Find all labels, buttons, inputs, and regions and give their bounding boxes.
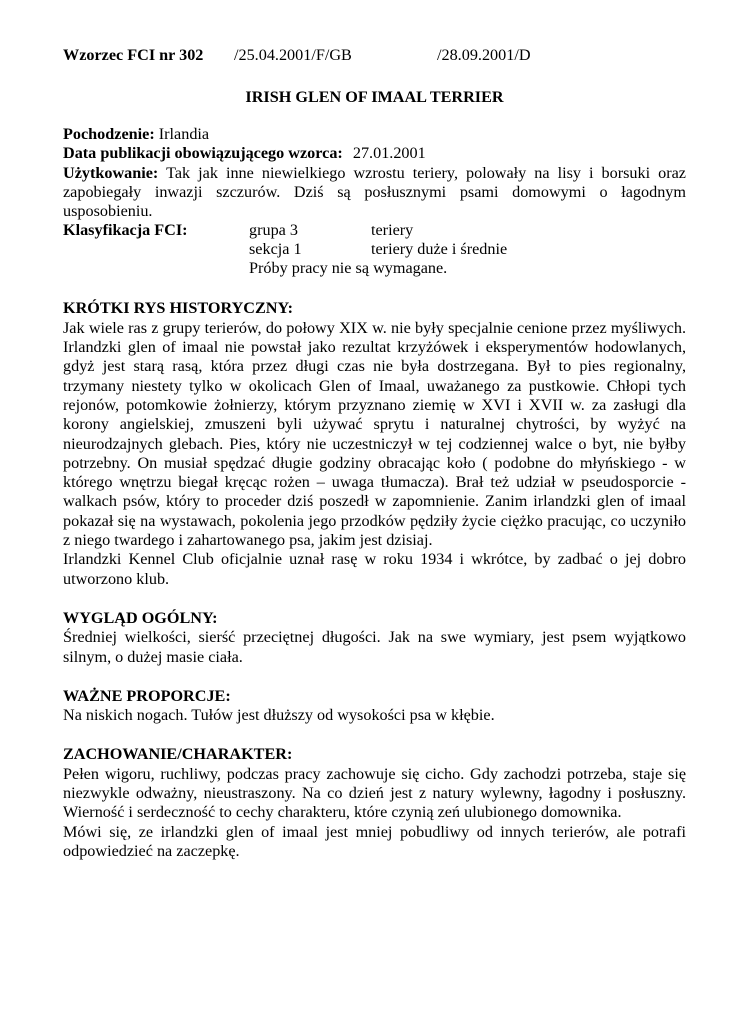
- group-number: grupa 3: [249, 221, 298, 240]
- usage-label: Użytkowanie:: [63, 163, 159, 182]
- appearance-text: Średniej wielkości, sierść przeciętnej długości. Jak na swe wymiary, jest psem wyjątkowo silnym, o dużej masie ciała.: [63, 628, 686, 666]
- classification-label: Klasyfikacja FCI:: [63, 221, 188, 240]
- behaviour-heading: ZACHOWANIE/CHARAKTER:: [63, 745, 293, 764]
- origin-value: Irlandia: [158, 125, 210, 143]
- document-header: [63, 46, 686, 66]
- work-trials-note: Próby pracy nie są wymagane.: [249, 259, 448, 278]
- group-name: teriery: [371, 221, 414, 240]
- usage-line: [63, 164, 686, 222]
- publication-line: [63, 144, 686, 163]
- date-d: /28.09.2001/D: [437, 46, 531, 64]
- history-heading: KRÓTKI RYS HISTORYCZNY:: [63, 299, 294, 318]
- origin-label: Pochodzenie:: [63, 125, 155, 143]
- proportions-text: Na niskich nogach. Tułów jest dłuższy od wysokości psa w kłębie.: [63, 706, 495, 725]
- meta-block: [63, 125, 686, 279]
- standard-code: Wzorzec FCI nr 302: [63, 46, 204, 64]
- classification: [63, 221, 686, 279]
- proportions-section: [63, 687, 686, 726]
- section-number: sekcja 1: [249, 240, 302, 259]
- origin-line: [63, 125, 686, 144]
- breed-title: IRISH GLEN OF IMAAL TERRIER: [245, 88, 504, 106]
- appearance-heading: WYGLĄD OGÓLNY:: [63, 608, 218, 627]
- publication-value: 27.01.2001: [352, 144, 426, 163]
- document-page: [63, 46, 686, 861]
- behaviour-section: [63, 745, 686, 861]
- history-section: [63, 299, 686, 588]
- publication-label: Data publikacji obowiązującego wzorca:: [63, 144, 343, 163]
- history-paragraph-2: Irlandzki Kennel Club oficjalnie uznał rasę w roku 1934 i wkrótce, by zadbać o jej dobro utworzono klub.: [63, 550, 686, 588]
- behaviour-paragraph-2: Mówi się, ze irlandzki glen of imaal jest mniej pobudliwy od innych terierów, ale potrafi odpowiedzieć na zaczepkę.: [63, 822, 686, 860]
- behaviour-paragraph-1: Pełen wigoru, ruchliwy, podczas pracy zachowuje się cicho. Gdy zachodzi potrzeba, staje się niezwykle odważny, nieustraszony. Na co dzień jest z natury wylewny, łagodny i posłuszny. Wierność i serdeczność to cechy charakteru, które czynią zeń ulubionego domownika.: [63, 764, 686, 822]
- usage-value: Tak jak inne niewielkiego wzrostu teriery, polowały na lisy i borsuki oraz zapobiegały inwazji szczurów. Dziś są posłusznymi psami domowymi o łagodnym usposobieniu.: [63, 163, 686, 221]
- history-paragraph-1: Jak wiele ras z grupy terierów, do połowy XIX w. nie były specjalnie cenione przez myśliwych. Irlandzki glen of imaal nie powstał jako rezultat krzyżówek i eksperymentów hodowlanych, gdyż jest starą rasą, która przez długi czas nie była dostrzegana. Był to pies regionalny, trzymany niestety tylko w okolicach Glen of Imaal, uważanego za pustkowie. Chłopi tych rejonów, potomkowie żołnierzy, którym przyznano ziemię w XVI i XVII w. za zasługi dla korony angielskiej, zmuszeni byli używać sprytu i naturalnej chytrości, by wyżyć na nieurodzajnych glebach. Pies, który nie uczestniczył w tej codziennej walce o byt, nie byłby potrzebny. On musiał spędzać długie godziny obracając koło ( podobne do młyńskiego - w którego wnętrzu biegał kręcąc rożen – uwaga tłumacza). Brał też udział w pseudosporcie - walkach psów, który to proceder dziś poszedł w zapomnienie. Zanim irlandzki glen of imaal pokazał się na wystawach, pokolenia jego przodków pędziły życie ciężko pracując, co uczyniło z niego twardego i zahartowanego psa, jakim jest dzisiaj.: [63, 318, 686, 550]
- section-name: teriery duże i średnie: [371, 240, 508, 259]
- appearance-section: [63, 609, 686, 667]
- proportions-heading: WAŻNE PROPORCJE:: [63, 686, 231, 705]
- date-gb: /25.04.2001/F/GB: [234, 46, 352, 64]
